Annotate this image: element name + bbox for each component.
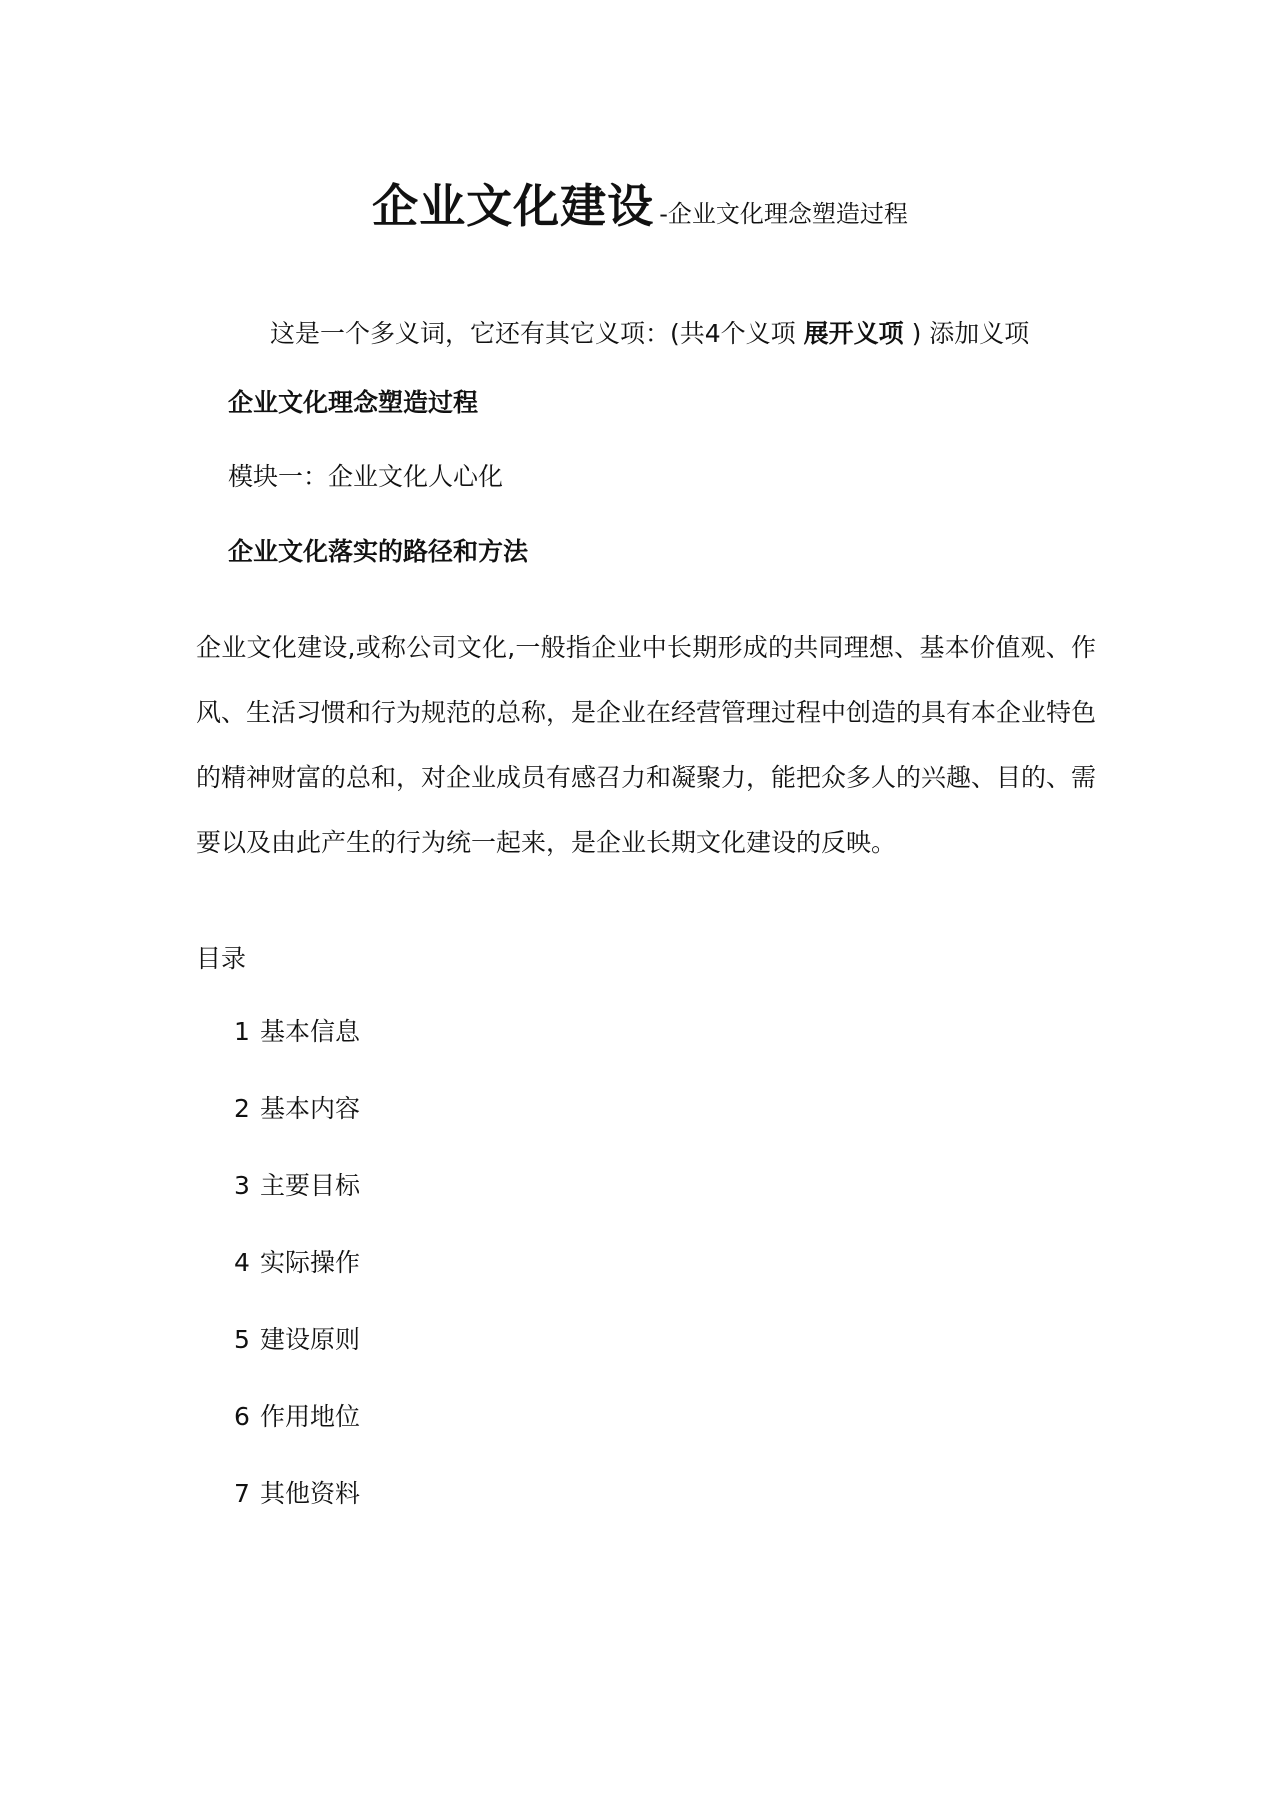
module-line: 模块一：企业文化人心化: [228, 462, 504, 491]
toc-item-label[interactable]: 基本信息: [260, 1017, 361, 1046]
table-of-contents: [234, 1015, 360, 1554]
title-main: 企业文化建设: [372, 179, 655, 233]
toc-item-number: 7: [234, 1479, 250, 1508]
toc-item-number: 2: [234, 1094, 250, 1123]
toc-item[interactable]: [234, 1400, 360, 1477]
toc-item[interactable]: [234, 1246, 360, 1323]
section-heading-concept: 企业文化理念塑造过程: [228, 388, 479, 417]
toc-item-number: 6: [234, 1402, 250, 1431]
toc-item-label[interactable]: 其他资料: [260, 1479, 361, 1508]
expand-senses-link[interactable]: 展开义项: [803, 319, 904, 348]
toc-title: 目录: [196, 944, 247, 973]
title-subtitle: -企业文化理念塑造过程: [659, 200, 908, 228]
toc-item[interactable]: [234, 1169, 360, 1246]
ambiguity-notice: [270, 317, 1029, 351]
toc-item-label[interactable]: 基本内容: [260, 1094, 361, 1123]
section-heading-path: 企业文化落实的路径和方法: [228, 537, 529, 566]
toc-item-label[interactable]: 建设原则: [260, 1325, 361, 1354]
toc-item-number: 1: [234, 1017, 250, 1046]
toc-item-number: 3: [234, 1171, 250, 1200]
toc-item[interactable]: [234, 1323, 360, 1400]
toc-item-label[interactable]: 实际操作: [260, 1248, 361, 1277]
ambiguity-suffix: ) 添加义项: [903, 319, 1030, 348]
toc-item-label[interactable]: 作用地位: [260, 1402, 361, 1431]
toc-item-number: 4: [234, 1248, 250, 1277]
toc-item[interactable]: [234, 1477, 360, 1554]
page-title: [0, 170, 1280, 236]
ambiguity-prefix: 这是一个多义词，它还有其它义项：(共4个义项: [270, 319, 804, 348]
toc-item[interactable]: [234, 1092, 360, 1169]
toc-item-label[interactable]: 主要目标: [260, 1171, 361, 1200]
intro-paragraph: 企业文化建设,或称公司文化,一般指企业中长期形成的共同理想、基本价值观、作风、生活习惯和行为规范的总称，是企业在经营管理过程中创造的具有本企业特色的精神财富的总和，对企业成员有感召力和凝聚力，能把众多人的兴趣、目的、需要以及由此产生的行为统一起来，是企业长期文化建设的反映。: [196, 633, 1097, 857]
toc-item-number: 5: [234, 1325, 250, 1354]
toc-item[interactable]: [234, 1015, 360, 1092]
